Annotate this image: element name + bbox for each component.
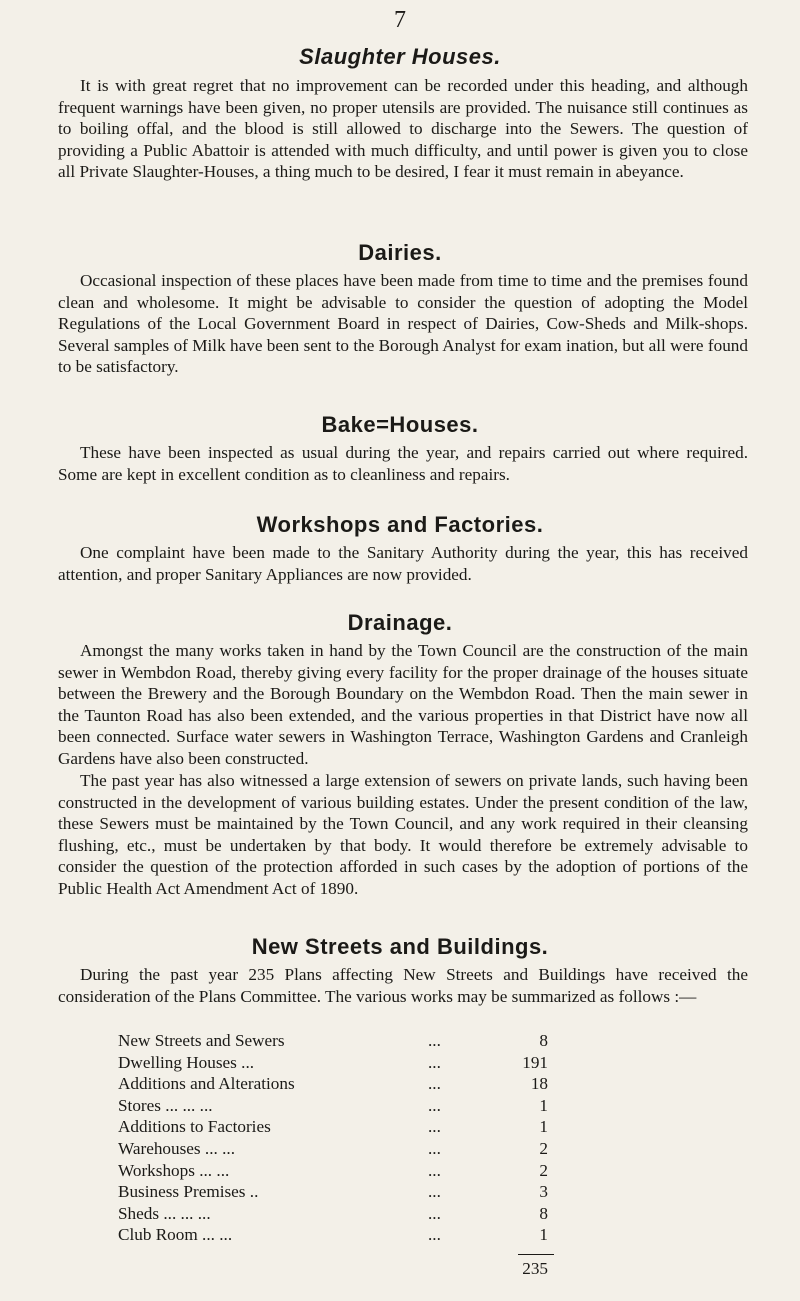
paragraph-drainage-2: The past year has also witnessed a large extension of sewers on private lands, such having been constructed in the development of various building estates. Under the present condition of the law, these Sewers must be maintained by the Town Council, and any work required in their cleansing flushing, etc., must be undertaken by that body. It would therefore be extremely advisable to consider the question of the protection afforded in such cases by the adoption of portions of the Public Health Act Amendment Act of 1890. bbox=[58, 771, 748, 898]
works-label: Additions to Factories bbox=[118, 1117, 271, 1137]
heading-dairies: Dairies. bbox=[358, 240, 442, 265]
works-row bbox=[118, 1116, 548, 1138]
works-row bbox=[118, 1030, 548, 1052]
works-label: Sheds ... ... ... bbox=[118, 1203, 211, 1223]
works-value: 2 bbox=[539, 1160, 548, 1180]
works-label: Warehouses ... ... bbox=[118, 1138, 235, 1158]
works-dots: ... bbox=[428, 1095, 441, 1115]
works-value: 1 bbox=[539, 1095, 548, 1115]
works-label: Stores ... ... ... bbox=[118, 1095, 213, 1115]
works-label: Dwelling Houses ... bbox=[118, 1052, 255, 1072]
works-dots: ... bbox=[428, 1203, 441, 1223]
works-label: Club Room ... ... bbox=[118, 1225, 233, 1245]
paragraph-new-streets: During the past year 235 Plans affecting New Streets and Buildings have received the consideration of the Plans Committee. The various works may be summarized as follows :— bbox=[58, 965, 748, 1006]
works-row bbox=[118, 1052, 548, 1074]
works-label: Workshops ... ... bbox=[118, 1160, 230, 1180]
paragraph-bake-houses: These have been inspected as usual during the year, and repairs carried out where required. Some are kept in excellent condition as to cleanliness and repairs. bbox=[58, 443, 748, 484]
works-row bbox=[118, 1160, 548, 1182]
works-label: Additions and Alterations bbox=[118, 1074, 295, 1094]
works-summary-table bbox=[118, 1030, 548, 1246]
works-value: 2 bbox=[539, 1138, 548, 1158]
works-row bbox=[118, 1095, 548, 1117]
works-row bbox=[118, 1138, 548, 1160]
works-row bbox=[118, 1073, 548, 1095]
works-dots: ... bbox=[428, 1138, 441, 1158]
works-label: New Streets and Sewers bbox=[118, 1031, 285, 1050]
heading-slaughter-houses: Slaughter Houses. bbox=[299, 44, 501, 69]
works-dots: ... bbox=[428, 1182, 441, 1202]
total-rule bbox=[518, 1254, 554, 1255]
heading-drainage: Drainage. bbox=[347, 610, 453, 635]
paragraph-workshops-factories: One complaint have been made to the Sanitary Authority during the year, this has received attention, and proper Sanitary Appliances are now provided. bbox=[58, 543, 748, 584]
works-row bbox=[118, 1203, 548, 1225]
works-row bbox=[118, 1181, 548, 1203]
works-value: 8 bbox=[539, 1031, 548, 1050]
works-value: 8 bbox=[539, 1203, 548, 1223]
works-label: Business Premises .. bbox=[118, 1182, 259, 1202]
paragraph-drainage-1: Amongst the many works taken in hand by the Town Council are the construction of the main sewer in Wembdon Road, thereby giving every facility for the proper drainage of the houses situate between the Brewery and the Borough Boundary on the Wembdon Road. Then the main sewer in the Taunton Road has also been extended, and the various properties in that District have now all been connected. Surface water sewers in Washington Terrace, Washington Gardens and Cranleigh Gardens have also been constructed. bbox=[58, 641, 748, 768]
works-value: 1 bbox=[539, 1117, 548, 1137]
works-dots: ... bbox=[428, 1160, 441, 1180]
works-value: 3 bbox=[539, 1182, 548, 1202]
works-value: 1 bbox=[539, 1225, 548, 1245]
heading-bake-houses: Bake=Houses. bbox=[321, 412, 479, 437]
works-total: 235 bbox=[522, 1259, 548, 1278]
works-dots: ... bbox=[428, 1052, 441, 1072]
paragraph-dairies: Occasional inspection of these places have been made from time to time and the premises found clean and wholesome. It might be advisable to consider the question of adopting the Model Regulations of the Local Government Board in respect of Dairies, Cow-Sheds and Milk-shops. Several samples of Milk have been sent to the Borough Analyst for exam ination, but all were found to be satisfactory. bbox=[58, 271, 748, 377]
works-dots: ... bbox=[428, 1225, 441, 1245]
works-row bbox=[118, 1224, 548, 1246]
works-value: 18 bbox=[530, 1074, 548, 1094]
works-dots: ... bbox=[428, 1117, 441, 1137]
heading-workshops-factories: Workshops and Factories. bbox=[256, 512, 544, 537]
works-dots: ... bbox=[428, 1031, 441, 1050]
works-value: 191 bbox=[522, 1052, 548, 1072]
page-number: 7 bbox=[394, 7, 406, 33]
heading-new-streets: New Streets and Buildings. bbox=[251, 934, 549, 959]
paragraph-slaughter-houses: It is with great regret that no improvement can be recorded under this heading, and although frequent warnings have been given, no proper utensils are provided. The nuisance still continues as to boiling offal, and the blood is still allowed to discharge into the Sewers. The question of providing a Public Abattoir is attended with much difficulty, and until power is given you to close all Private Slaughter-Houses, a thing much to be desired, I fear it must remain in abeyance. bbox=[58, 76, 748, 182]
works-dots: ... bbox=[428, 1074, 441, 1094]
